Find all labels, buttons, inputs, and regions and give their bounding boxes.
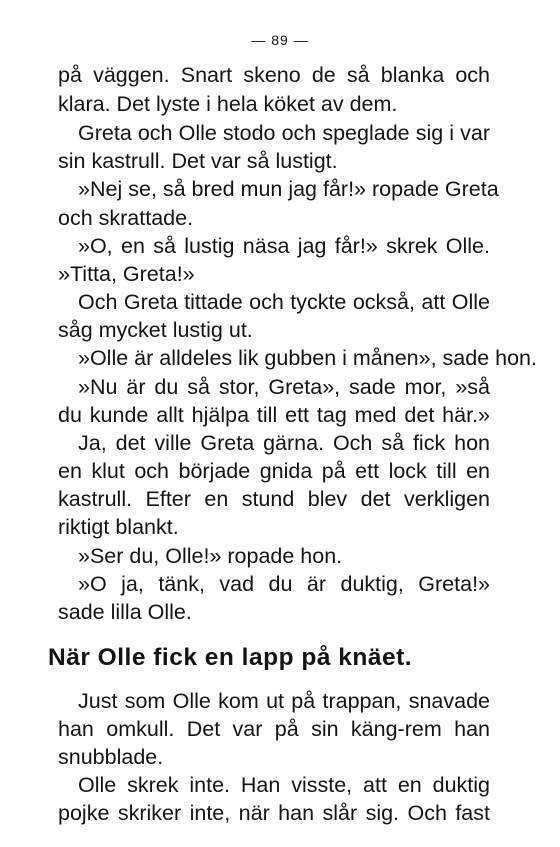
text-line: »Titta, Greta!» [58,262,195,286]
text-line: »Ser du, Olle!» ropade hon. [78,544,343,568]
text-line: Greta och Olle stodo och speglade sig i var [78,121,490,145]
text-line: »Nej se, så bred mun jag får!» ropade Greta [78,177,499,201]
page-number: — 89 — [251,32,309,48]
text-line: såg mycket lustig ut. [58,318,253,342]
text-line: »O, en så lustig näsa jag får!» skrek Olle. [78,234,490,258]
text-line: riktigt blankt. [58,515,179,539]
text-line: Olle skrek inte. Han visste, att en duktig [78,773,490,797]
text-line: och skrattade. [58,206,194,230]
text-line: Och Greta tittade och tyckte också, att Olle [78,290,490,314]
text-line: Just som Olle kom ut på trappan, snavade [78,689,490,713]
text-line: en klut och började gnida på ett lock till en [58,459,490,483]
text-line: »O ja, tänk, vad du är duktig, Greta!» [78,572,490,596]
text-line: klara. Det lyste i hela köket av dem. [58,92,398,116]
text-line: Ja, det ville Greta gärna. Och så fick hon [78,431,490,455]
section-heading: När Olle fick en lapp på knäet. [48,644,413,671]
text-line: sin kastrull. Det var så lustigt. [58,149,338,173]
text-line: du kunde allt hjälpa till ett tag med det här.» [58,403,490,427]
text-line: pojke skriker inte, när han slår sig. Och fast [58,801,490,825]
text-line: på väggen. Snart skeno de så blanka och [58,63,490,87]
text-line: kastrull. Efter en stund blev det verkligen [58,487,490,511]
text-line: »Olle är alldeles lik gubben i månen», sade hon. [78,346,537,370]
text-line: han omkull. Det var på sin käng-rem han [58,717,490,741]
text-line: sade lilla Olle. [58,600,192,624]
text-line: snubblade. [58,745,164,769]
text-line: »Nu är du så stor, Greta», sade mor, »så [78,375,490,399]
